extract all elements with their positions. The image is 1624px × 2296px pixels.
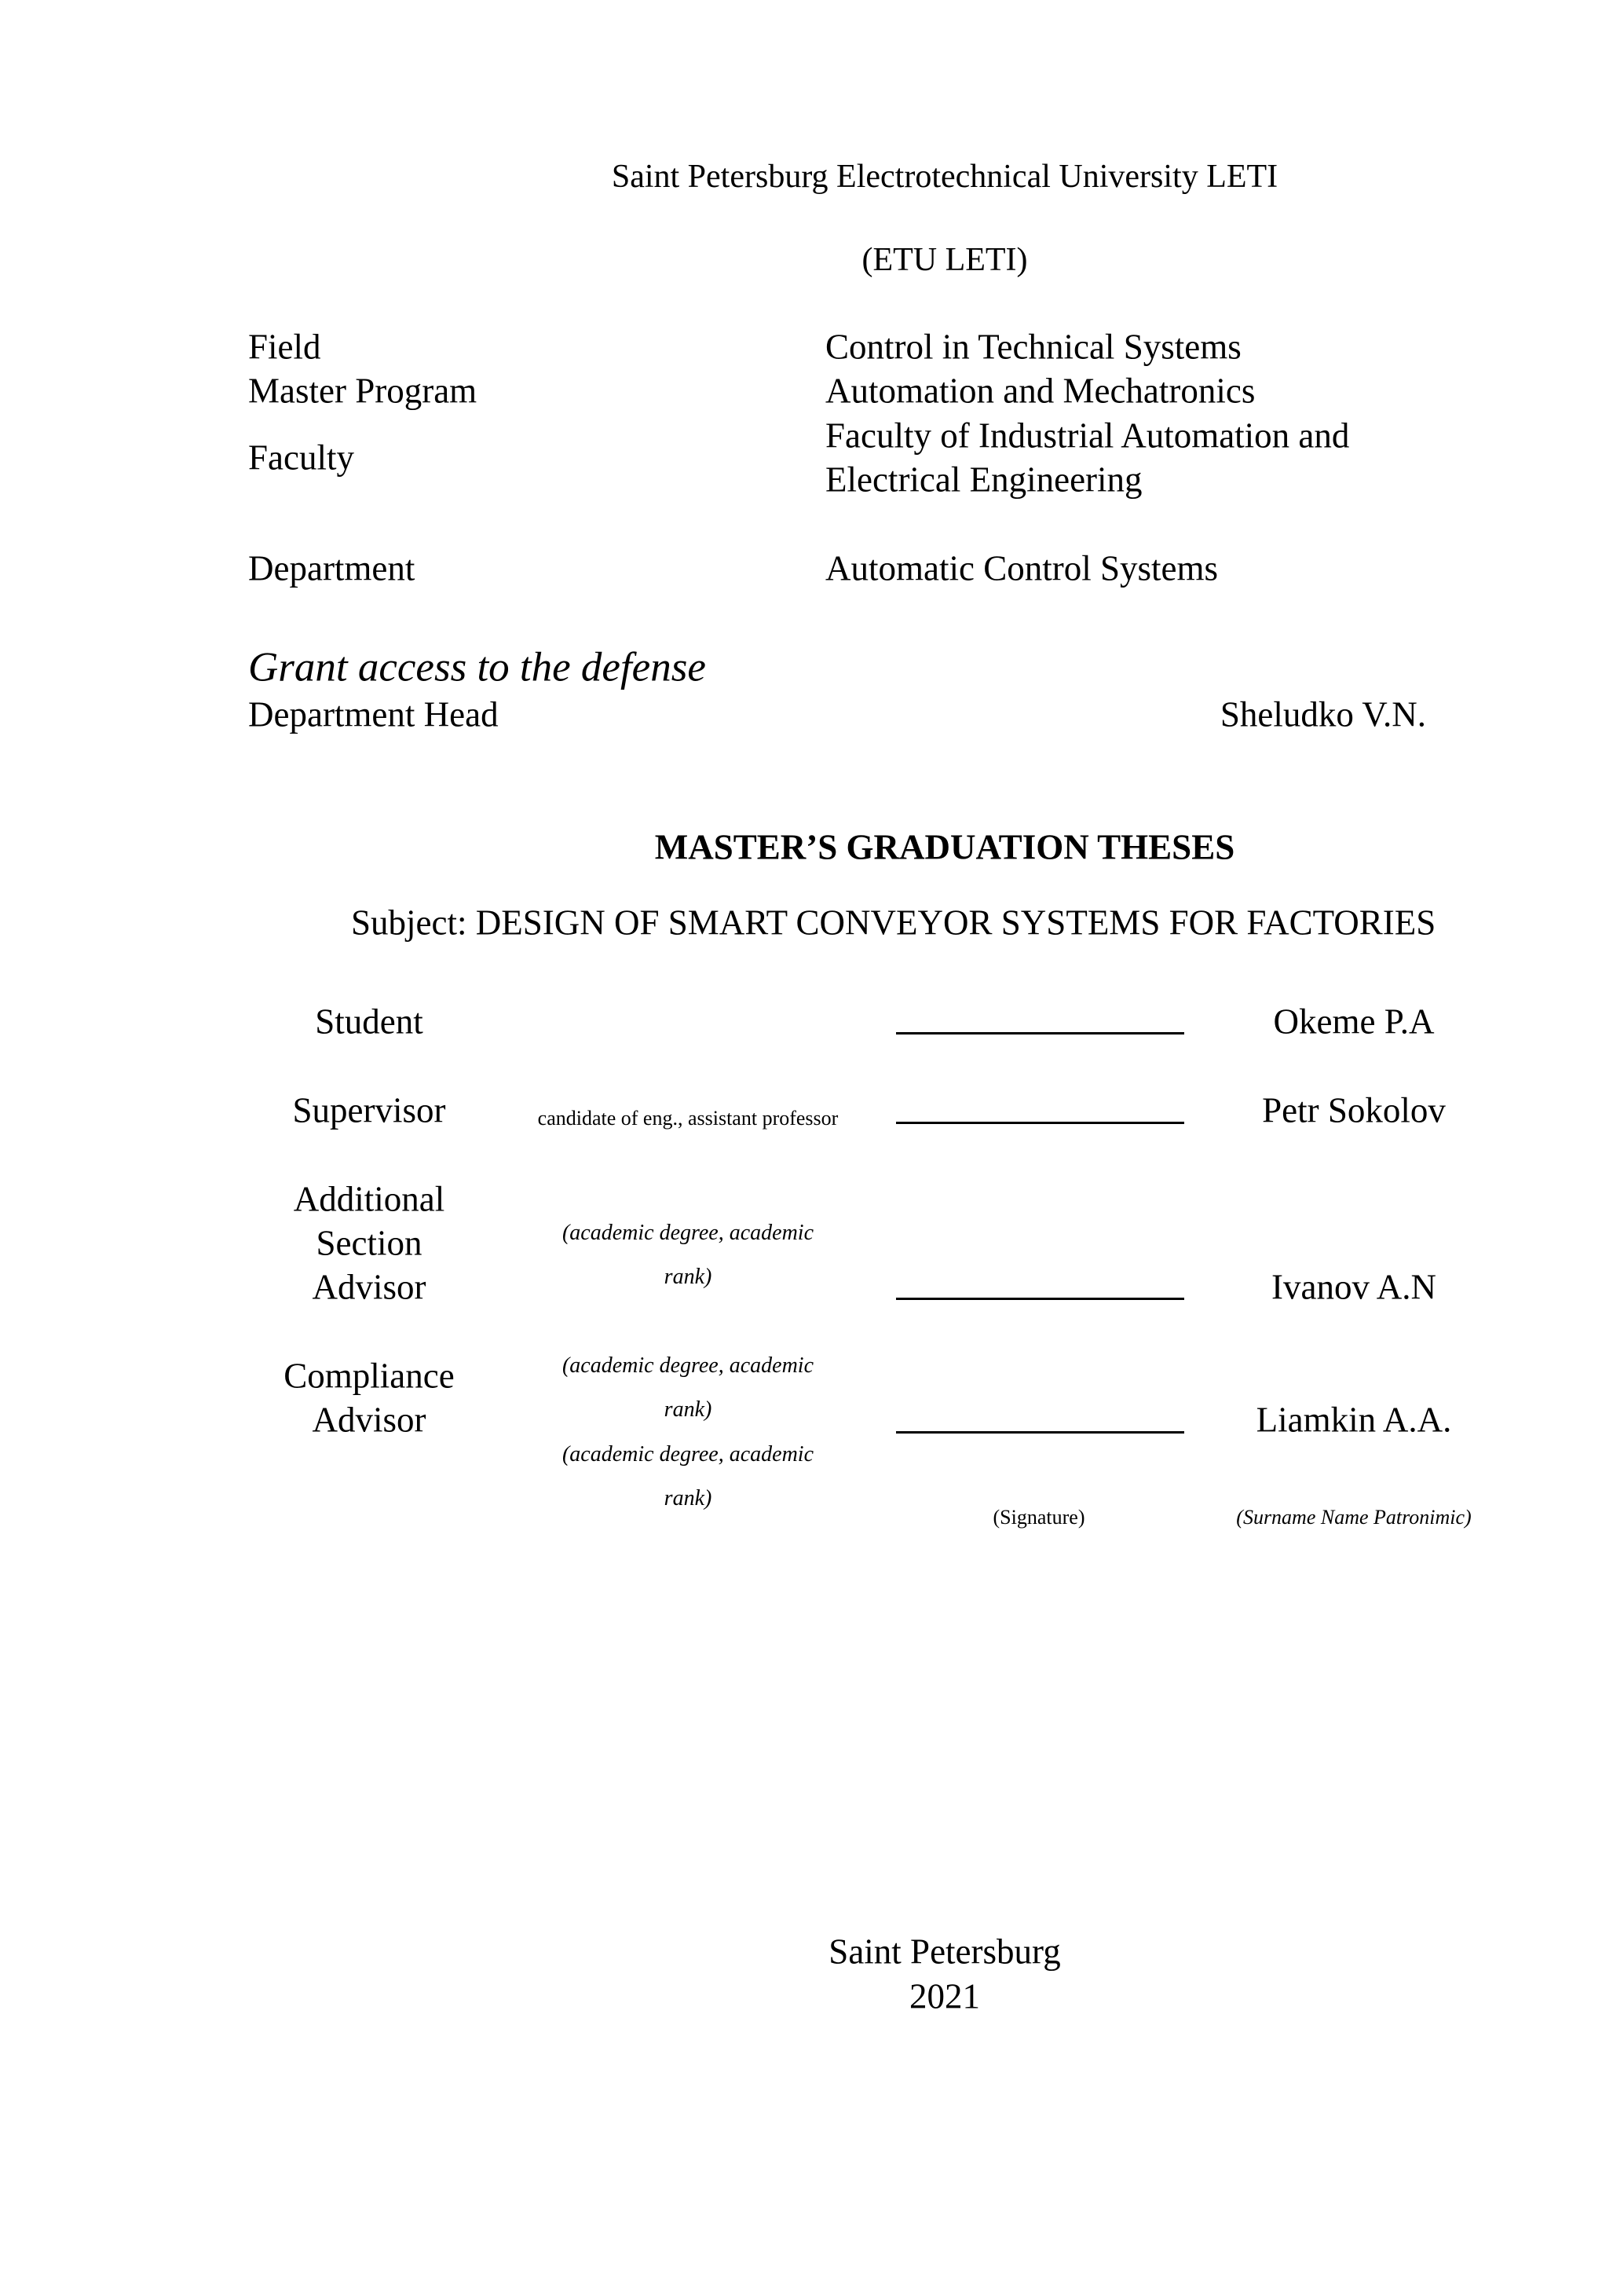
compliance-degree-line1: (academic degree, academic xyxy=(561,1353,814,1378)
compliance-degree-line2: rank) xyxy=(664,1397,712,1422)
additional-signature-line xyxy=(896,1298,1184,1300)
supervisor-name: Petr Sokolov xyxy=(1262,1090,1446,1130)
university-name: Saint Petersburg Electrotechnical University LETI xyxy=(611,159,1278,195)
field-label: Field xyxy=(248,327,321,367)
faculty-value-line2: Electrical Engineering xyxy=(825,460,1143,500)
signature-caption: (Signature) xyxy=(993,1506,1085,1529)
department-head-name: Sheludko V.N. xyxy=(1220,694,1426,734)
department-value: Automatic Control Systems xyxy=(825,548,1218,588)
program-value: Automation and Mechatronics xyxy=(825,371,1256,411)
additional-role-line2: Section xyxy=(316,1223,422,1263)
subject-line: Subject: DESIGN OF SMART CONVEYOR SYSTEMS FOR FACTORIES xyxy=(351,903,1436,943)
additional-role-line1: Additional xyxy=(293,1179,445,1219)
grant-access-heading: Grant access to the defense xyxy=(248,644,706,690)
compliance-signature-line xyxy=(896,1431,1184,1434)
name-caption: (Surname Name Patronimic) xyxy=(1236,1506,1472,1529)
compliance-name: Liamkin A.A. xyxy=(1256,1400,1452,1440)
department-head-label: Department Head xyxy=(248,694,499,734)
compliance-role-line2: Advisor xyxy=(312,1400,426,1440)
faculty-value-line1: Faculty of Industrial Automation and xyxy=(825,416,1350,456)
supervisor-degree: candidate of eng., assistant professor xyxy=(537,1107,839,1130)
document-title: MASTER’S GRADUATION THESES xyxy=(654,827,1235,867)
program-label: Master Program xyxy=(248,371,477,411)
compliance-role-line1: Compliance xyxy=(283,1356,455,1396)
additional-degree-line2: rank) xyxy=(664,1265,712,1289)
supervisor-signature-line xyxy=(896,1122,1184,1124)
supervisor-role: Supervisor xyxy=(292,1090,446,1130)
university-abbreviation: (ETU LETI) xyxy=(861,242,1028,278)
faculty-label: Faculty xyxy=(248,438,354,478)
compliance-degree-line4: rank) xyxy=(664,1486,712,1511)
additional-role-line3: Advisor xyxy=(312,1267,426,1307)
field-value: Control in Technical Systems xyxy=(825,327,1242,367)
additional-degree-line1: (academic degree, academic xyxy=(561,1221,814,1245)
student-name: Okeme P.A xyxy=(1273,1002,1435,1042)
student-role: Student xyxy=(315,1002,423,1042)
student-signature-line xyxy=(896,1032,1184,1034)
compliance-degree-line3: (academic degree, academic xyxy=(561,1442,814,1467)
additional-name: Ivanov A.N xyxy=(1271,1267,1436,1307)
department-label: Department xyxy=(248,548,415,588)
footer-year: 2021 xyxy=(909,1976,980,2016)
footer-city: Saint Petersburg xyxy=(828,1932,1061,1972)
